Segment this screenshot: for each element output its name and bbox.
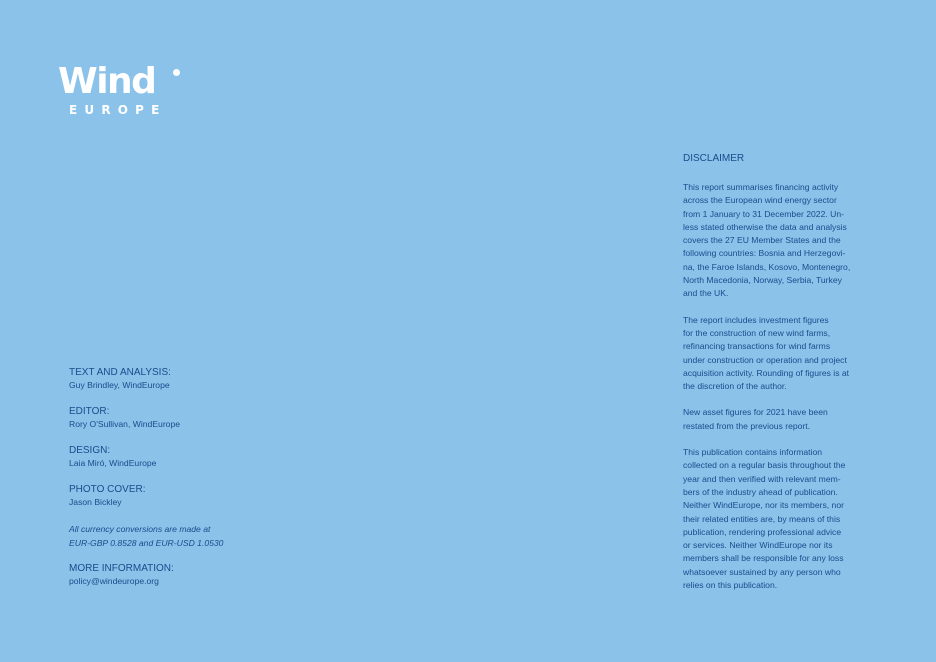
- disclaimer-line: following countries: Bosnia and Herzegovi-: [683, 248, 846, 259]
- disclaimer-paragraph: [683, 446, 873, 592]
- disclaimer-paragraph: [683, 406, 873, 433]
- disclaimer-line: and the UK.: [683, 288, 729, 299]
- disclaimer-line: North Macedonia, Norway, Serbia, Turkey: [683, 275, 842, 286]
- logo-wordmark: Wind: [58, 61, 156, 102]
- disclaimer-line: for the construction of new wind farms,: [683, 327, 831, 338]
- disclaimer-line: across the European wind energy sector: [683, 195, 837, 206]
- disclaimer-line: acquisition activity. Rounding of figures is at: [683, 367, 850, 378]
- disclaimer-line: their related entities are, by means of this: [683, 513, 841, 524]
- credit-value: Guy Brindley, WindEurope: [69, 380, 170, 390]
- logo-subtitle: EUROPE: [69, 103, 167, 117]
- disclaimer-line: whatsoever sustained by any person who: [683, 566, 841, 577]
- disclaimer-line: restated from the previous report.: [683, 420, 811, 431]
- disclaimer-line: members shall be responsible for any loss: [683, 553, 844, 564]
- disclaimer-line: the discretion of the author.: [683, 381, 787, 392]
- disclaimer-line: less stated otherwise the data and analysis: [683, 221, 847, 232]
- logo-dot-icon: [173, 69, 180, 76]
- credit-heading: MORE INFORMATION:: [69, 563, 174, 574]
- credit-heading: PHOTO COVER:: [69, 484, 146, 495]
- disclaimer-line: or services. Neither WindEurope nor its: [683, 540, 833, 551]
- disclaimer-title: DISCLAIMER: [683, 153, 745, 164]
- credit-value: Rory O'Sullivan, WindEurope: [69, 419, 181, 429]
- credit-value: Jason Bickley: [69, 497, 122, 507]
- contact-email: policy@windeurope.org: [69, 576, 159, 586]
- disclaimer-line: This publication contains information: [683, 447, 823, 458]
- credit-value: Laia Miró, WindEurope: [69, 458, 157, 468]
- disclaimer-line: The report includes investment figures: [683, 314, 829, 325]
- disclaimer-line: from 1 January to 31 December 2022. Un-: [683, 208, 844, 219]
- disclaimer-line: This report summarises financing activity: [683, 182, 839, 192]
- disclaimer-line: New asset figures for 2021 have been: [683, 407, 828, 418]
- disclaimer-line: year and then verified with relevant mem-: [683, 473, 841, 484]
- windeurope-logo: [58, 61, 188, 120]
- disclaimer-paragraph: [683, 181, 873, 301]
- credits-section: [69, 366, 329, 601]
- credit-heading: TEXT AND ANALYSIS:: [69, 367, 171, 378]
- disclaimer-body: [683, 181, 873, 592]
- disclaimer-paragraph: [683, 314, 873, 394]
- disclaimer-section: [683, 152, 873, 605]
- disclaimer-line: publication, rendering professional advice: [683, 526, 842, 537]
- credit-heading: EDITOR:: [69, 406, 110, 417]
- credit-more-information: [69, 562, 329, 588]
- credit-photo-cover: [69, 483, 329, 509]
- disclaimer-line: bers of the industry ahead of publication.: [683, 486, 838, 497]
- disclaimer-line: na, the Faroe Islands, Kosovo, Montenegro,: [683, 261, 851, 272]
- disclaimer-line: collected on a regular basis throughout the: [683, 460, 846, 471]
- currency-note-line: All currency conversions are made at: [69, 524, 211, 534]
- credit-design: [69, 444, 329, 470]
- disclaimer-line: Neither WindEurope, nor its members, nor: [683, 500, 844, 511]
- disclaimer-line: under construction or operation and project: [683, 354, 847, 365]
- currency-note: [69, 522, 329, 550]
- disclaimer-line: refinancing transactions for wind farms: [683, 341, 831, 352]
- currency-note-line: EUR-GBP 0.8528 and EUR-USD 1.0530: [69, 538, 224, 548]
- disclaimer-line: relies on this publication.: [683, 580, 778, 591]
- credit-heading: DESIGN:: [69, 445, 111, 456]
- credit-editor: [69, 405, 329, 431]
- disclaimer-line: covers the 27 EU Member States and the: [683, 235, 841, 246]
- credit-text-analysis: [69, 366, 329, 392]
